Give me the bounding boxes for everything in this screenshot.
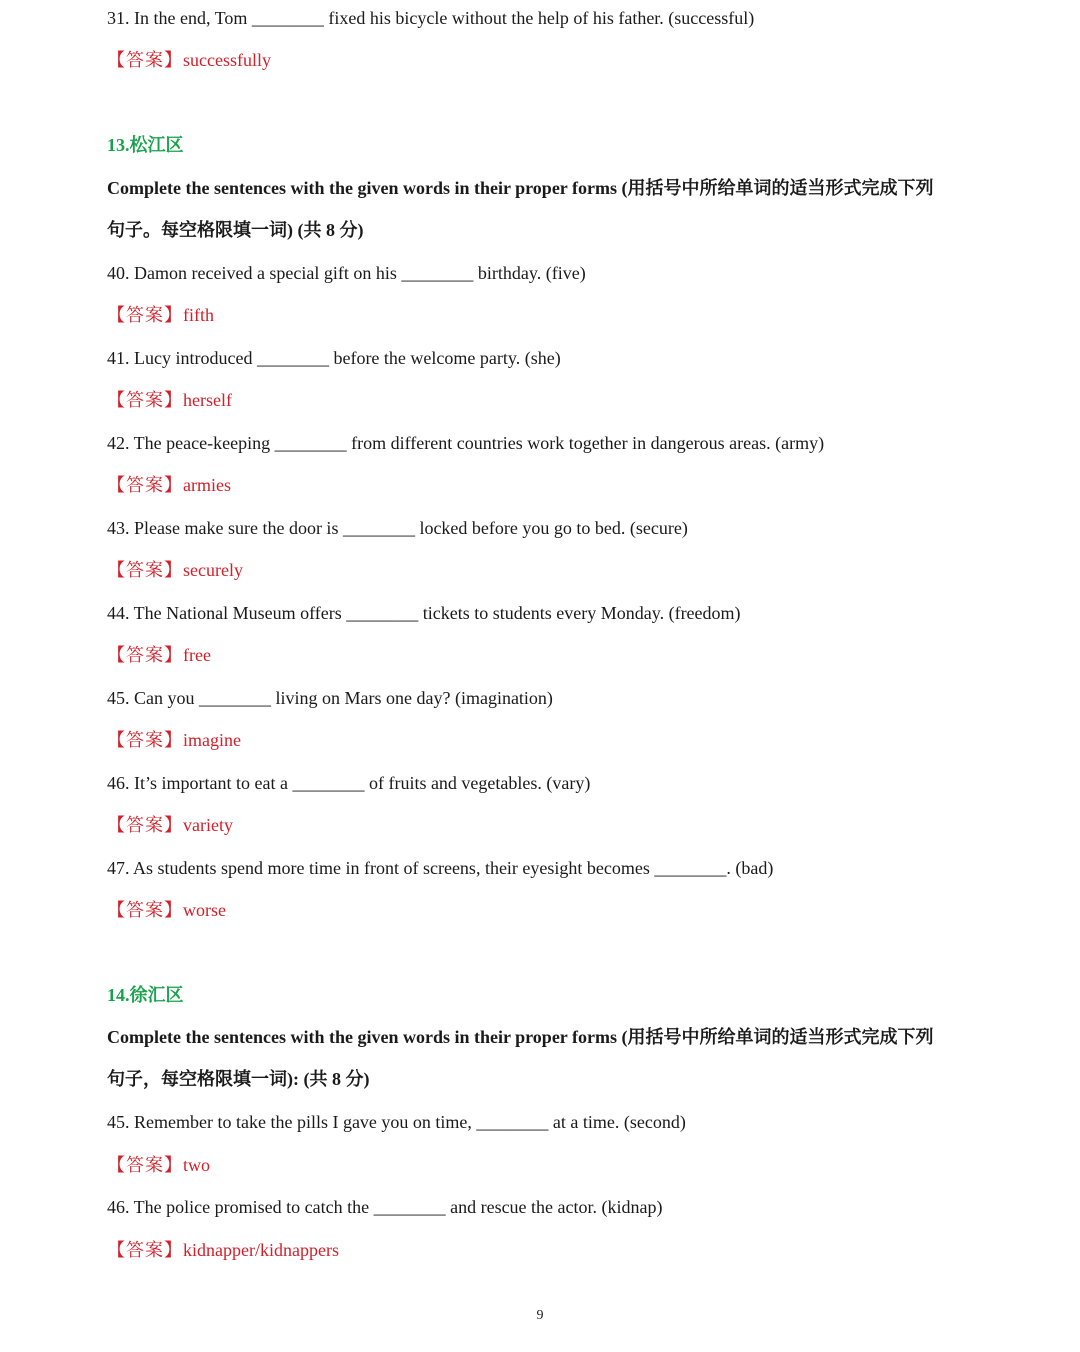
question-47: 47. As students spend more time in front of screens, their eyesight becomes ________. (bad) <box>107 858 774 878</box>
answer-text: securely <box>183 560 243 580</box>
answer-40 <box>107 303 214 327</box>
question-44: 44. The National Museum offers ________ tickets to students every Monday. (freedom) <box>107 603 741 623</box>
answer-46 <box>107 813 233 837</box>
section-title-xuhui: 14.徐汇区 <box>107 985 184 1005</box>
answer-47 <box>107 898 226 922</box>
answer-tag: 【答案】 <box>107 50 183 70</box>
answer-45-xuhui <box>107 1153 210 1177</box>
section-title-songjiang: 13.松江区 <box>107 135 184 155</box>
answer-text: herself <box>183 390 232 410</box>
answer-41 <box>107 388 232 412</box>
answer-text: kidnapper/kidnappers <box>183 1240 339 1260</box>
answer-42 <box>107 473 231 497</box>
answer-31 <box>107 48 271 72</box>
question-41: 41. Lucy introduced ________ before the welcome party. (she) <box>107 348 561 368</box>
answer-tag: 【答案】 <box>107 1240 183 1260</box>
answer-text: free <box>183 645 211 665</box>
question-31: 31. In the end, Tom ________ fixed his bicycle without the help of his father. (successful) <box>107 8 755 28</box>
answer-text: fifth <box>183 305 214 325</box>
answer-text: variety <box>183 815 233 835</box>
answer-tag: 【答案】 <box>107 815 183 835</box>
question-46-xuhui: 46. The police promised to catch the ________ and rescue the actor. (kidnap) <box>107 1197 663 1217</box>
page-number: 9 <box>536 1308 544 1323</box>
question-45-xuhui: 45. Remember to take the pills I gave you on time, ________ at a time. (second) <box>107 1112 686 1132</box>
answer-tag: 【答案】 <box>107 390 183 410</box>
answer-46-xuhui <box>107 1238 339 1262</box>
question-43: 43. Please make sure the door is ________ locked before you go to bed. (secure) <box>107 518 688 538</box>
answer-tag: 【答案】 <box>107 1155 183 1175</box>
answer-text: successfully <box>183 50 271 70</box>
instruction-line-1: Complete the sentences with the given words in their proper forms (用括号中所给单词的适当形式完成下列 <box>107 178 934 198</box>
answer-tag: 【答案】 <box>107 475 183 495</box>
answer-text: two <box>183 1155 210 1175</box>
question-46: 46. It’s important to eat a ________ of fruits and vegetables. (vary) <box>107 773 591 793</box>
instruction-line-2: 句子，每空格限填一词): (共 8 分) <box>107 1069 370 1089</box>
answer-tag: 【答案】 <box>107 730 183 750</box>
question-45: 45. Can you ________ living on Mars one day? (imagination) <box>107 688 553 708</box>
answer-text: worse <box>183 900 226 920</box>
answer-tag: 【答案】 <box>107 560 183 580</box>
instruction-line-1: Complete the sentences with the given words in their proper forms (用括号中所给单词的适当形式完成下列 <box>107 1027 934 1047</box>
answer-44 <box>107 643 211 667</box>
answer-text: armies <box>183 475 231 495</box>
answer-tag: 【答案】 <box>107 900 183 920</box>
instruction-line-2: 句子。每空格限填一词) (共 8 分) <box>107 220 364 240</box>
answer-tag: 【答案】 <box>107 305 183 325</box>
answer-text: imagine <box>183 730 241 750</box>
answer-43 <box>107 558 243 582</box>
answer-tag: 【答案】 <box>107 645 183 665</box>
question-40: 40. Damon received a special gift on his ________ birthday. (five) <box>107 263 586 283</box>
answer-45 <box>107 728 241 752</box>
question-42: 42. The peace-keeping ________ from different countries work together in dangerous areas. (army) <box>107 433 825 453</box>
